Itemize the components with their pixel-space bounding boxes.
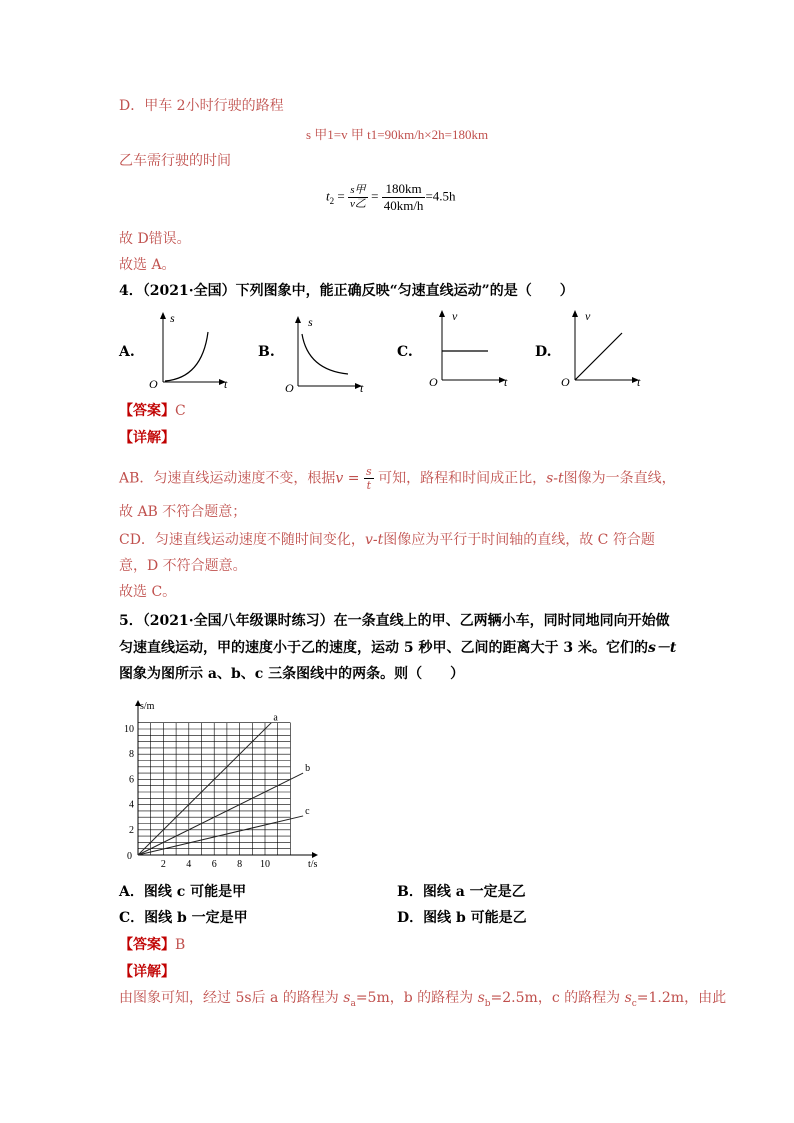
q4-a-origin: O xyxy=(149,377,158,391)
eq2-den2: 40km/h xyxy=(383,198,424,213)
q4-source: （2021·全国） xyxy=(142,283,236,299)
q4-detail-tag: 【详解】 xyxy=(119,430,175,446)
y-tick-label: 10 xyxy=(124,724,134,735)
q4-c-xlabel: t xyxy=(504,375,508,388)
x-tick-label: 2 xyxy=(160,859,166,870)
q5-option-a: A．图线 c 可能是甲 xyxy=(119,884,247,900)
q5-answer-value: B xyxy=(175,937,186,953)
x-tick-label: 6 xyxy=(211,859,217,870)
q4-b-origin: O xyxy=(285,381,294,394)
q4-option-a-label: A. xyxy=(119,344,135,360)
q3-choice: 故选 A。 xyxy=(119,257,176,273)
q4-d-xlabel: t xyxy=(637,375,641,388)
q4-ab-pre: AB．匀速直线运动速度不变，根据 xyxy=(119,470,336,487)
series-line-b xyxy=(138,773,303,855)
q4-d-ylabel: v xyxy=(585,309,591,323)
q4-a-ylabel: s xyxy=(170,311,175,325)
q4-detail-ab: AB．匀速直线运动速度不变，根据v = $\frac{s}{t}$ 可知，路程和时间成正比，s-t图像为一条直线， xyxy=(119,465,676,492)
q4-option-d-graph xyxy=(558,306,648,388)
q4-cd-pre: CD．匀速直线运动速度不随时间变化， xyxy=(119,532,365,548)
q5-stem-1 xyxy=(119,611,670,631)
q4-ab-num: s xyxy=(365,465,372,478)
q5-detail xyxy=(119,988,726,1014)
q3-eq2: $t_2$ = $\frac{\text{s甲}}{\text{v乙}}$ = $\frac{180km}{40km/h}$ =4.5h xyxy=(326,181,456,213)
series-label-a: a xyxy=(273,712,278,724)
q5-sa-sub: a xyxy=(350,998,356,1009)
q5-detail-pre: 由图象可知，经过 5s后 a 的路程为 xyxy=(119,990,344,1006)
y-tick-label: 8 xyxy=(129,749,134,761)
q4-detail-ab-2: 故 AB 不符合题意； xyxy=(119,504,247,520)
q4-a-xlabel: t xyxy=(224,377,228,391)
x-tick-label: 8 xyxy=(237,859,243,870)
q4-ab-den: t xyxy=(366,479,371,492)
q4-text: 下列图象中，能正确反映“匀速直线运动”的是（ ） xyxy=(235,283,574,299)
q4-answer-value: C xyxy=(175,403,186,419)
eq2-lhs-sub: 2 xyxy=(329,196,335,207)
series-line-c xyxy=(138,816,303,855)
q4-d-origin: O xyxy=(561,375,570,388)
chart-origin: 0 xyxy=(127,851,132,862)
chart-xlabel: t/s xyxy=(308,859,318,870)
series-label-c: c xyxy=(305,805,310,817)
y-tick-label: 6 xyxy=(129,774,134,786)
q5-stem-line2: 匀速直线运动，甲的速度小于乙的速度，运动 5 秒甲、乙间的距离大于 3 米。它们的 xyxy=(119,640,648,656)
q4-b-ylabel: s xyxy=(308,315,313,329)
q4-b-xlabel: t xyxy=(360,381,364,394)
q4-num: 4． xyxy=(119,283,143,299)
q4-cd-post: 图像应为平行于时间轴的直线，故 C 符合题 xyxy=(383,532,655,548)
chart-series xyxy=(138,713,310,855)
q5-st-chart xyxy=(118,698,328,874)
q4-detail-cd-2: 意，D 不符合题意。 xyxy=(119,558,247,574)
q5-sa: s xyxy=(343,990,351,1006)
q4-ab-st: s-t xyxy=(546,470,564,487)
q4-c-origin: O xyxy=(429,375,438,388)
q4-detail-cd xyxy=(119,530,655,550)
q4-ab-v: v xyxy=(335,470,344,487)
q5-option-c: C．图线 b 一定是甲 xyxy=(119,910,248,926)
eq2-num: s甲 xyxy=(348,184,368,198)
series-line-a xyxy=(138,723,271,855)
q4-option-d-label: D. xyxy=(535,344,552,360)
q5-sb-sub: b xyxy=(484,998,491,1009)
q5-sb: s xyxy=(477,990,485,1006)
x-tick-label: 10 xyxy=(260,859,270,870)
q4-option-b-label: B. xyxy=(258,344,275,360)
q5-stem-line1: （2021·全国八年级课时练习）在一条直线上的甲、乙两辆小车，同时同地同向开始做 xyxy=(142,613,670,629)
chart-grid xyxy=(138,723,290,855)
q5-option-d: D．图线 b 可能是乙 xyxy=(397,910,527,926)
q5-answer xyxy=(119,935,185,955)
y-tick-label: 2 xyxy=(129,824,134,836)
q3-line-yi: 乙车需行驶的时间 xyxy=(119,153,231,169)
q4-answer xyxy=(119,401,186,421)
q4-option-c-label: C. xyxy=(397,344,413,360)
chart-ylabel: s/m xyxy=(140,701,155,712)
q5-num: 5． xyxy=(119,613,143,629)
eq2-num2: 180km xyxy=(382,181,426,198)
eq2-lhs: t xyxy=(326,188,330,204)
q5-answer-tag: 【答案】 xyxy=(119,937,175,953)
q4-ab-post: 可知，路程和时间成正比， xyxy=(378,470,547,487)
q4-ab-post2: 图像为一条直线， xyxy=(563,470,676,487)
q4-option-c-graph xyxy=(424,306,514,388)
q4-cd-vt: v-t xyxy=(364,532,384,548)
q5-stem-st: s－t xyxy=(647,640,677,656)
q3-eq1: s 甲1=v 甲 t1=90km/h×2h=180km xyxy=(306,127,489,142)
q5-stem-3: 图象为图所示 a、b、c 三条图线中的两条。则（ ） xyxy=(119,666,465,682)
q5-stem-2 xyxy=(119,638,676,658)
q5-sa-val: =5m，b 的路程为 xyxy=(355,990,478,1006)
x-tick-label: 4 xyxy=(186,859,192,870)
q4-stem xyxy=(119,281,574,301)
eq2-den: v乙 xyxy=(349,198,366,210)
q3-line-d: D．甲车 2小时行驶的路程 xyxy=(119,98,284,114)
q5-option-b: B．图线 a 一定是乙 xyxy=(397,884,526,900)
eq2-result: =4.5h xyxy=(425,188,456,204)
q3-conclusion: 故 D错误。 xyxy=(119,231,191,247)
series-label-b: b xyxy=(305,763,311,775)
q5-sc: s xyxy=(624,990,632,1006)
q5-sc-val: =1.2m，由此 xyxy=(636,990,727,1006)
y-tick-label: 4 xyxy=(129,799,134,811)
q4-option-a-graph xyxy=(144,310,234,392)
q5-sc-sub: c xyxy=(631,998,637,1009)
q4-answer-tag: 【答案】 xyxy=(119,403,175,419)
q4-c-ylabel: v xyxy=(452,309,458,323)
q4-option-b-graph xyxy=(282,312,372,394)
q4-choice: 故选 C。 xyxy=(119,584,177,600)
q5-detail-tag: 【详解】 xyxy=(119,964,175,980)
q5-sb-val: =2.5m，c 的路程为 xyxy=(490,990,625,1006)
x-axis-arrow xyxy=(312,852,318,858)
